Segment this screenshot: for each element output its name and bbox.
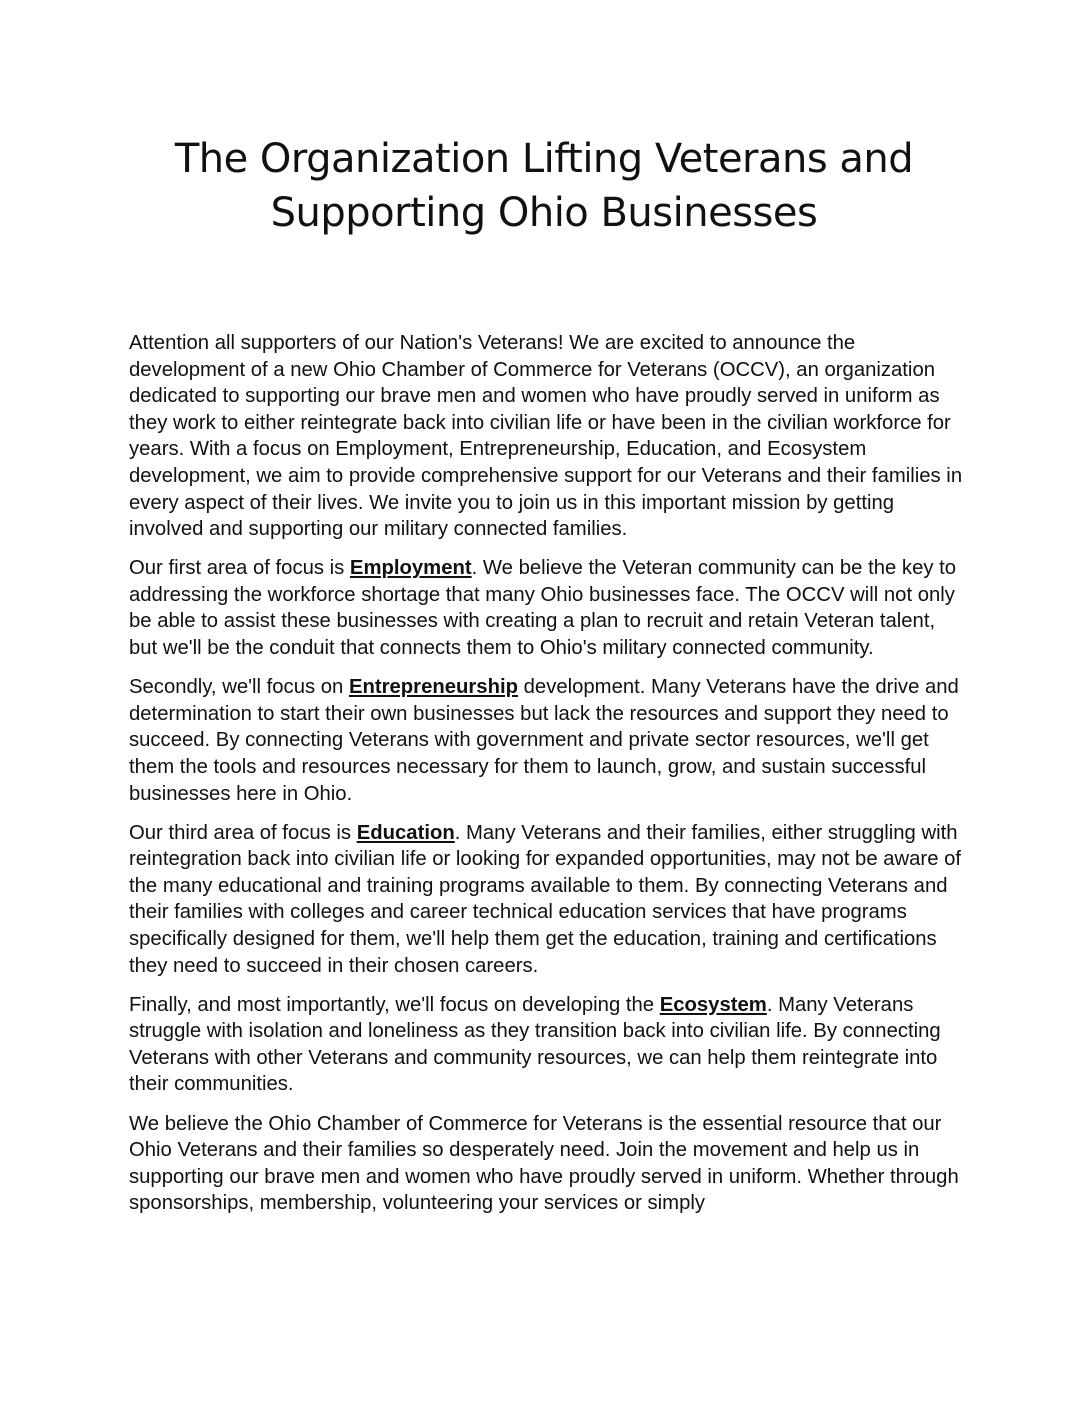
paragraph-text: Finally, and most importantly, we'll focus on developing the bbox=[129, 993, 660, 1016]
paragraph-intro: Attention all supporters of our Nation's Veterans! We are excited to announce the development of a new Ohio Chamber of Commerce for Veterans (OCCV), an organization dedicated to supporting our brave men and women who have proudly served in uniform as they work to either reintegrate back into civilian life or have been in the civilian workforce for years. With a focus on Employment, Entrepreneurship, Education, and Ecosystem development, we aim to provide comprehensive support for our Veterans and their families in every aspect of their lives. We invite you to join us in this important mission by getting involved and supporting our military connected families. bbox=[129, 332, 963, 541]
keyword-education: Education bbox=[356, 821, 455, 844]
paragraph-ecosystem bbox=[129, 992, 964, 1098]
paragraph-text: Secondly, we'll focus on bbox=[129, 676, 349, 699]
title-line-2: Supporting Ohio Businesses bbox=[270, 190, 818, 236]
paragraph-closing: We believe the Ohio Chamber of Commerce for Veterans is the essential resource that our Ohio Veterans and their families so desperately need. Join the movement and help us in supporting our brave men and women who have proudly served in uniform. Whether through sponsorships, membership, volunteering your services or simply bbox=[129, 1112, 959, 1215]
paragraph-text: . Many Veterans and their families, either struggling with reintegration back into civilian life or looking for expanded opportunities, may not be aware of the many educational and training programs available to them. By connecting Veterans and their families with colleges and career technical education services that have programs specifically designed for them, we'll help them get the education, training and certifications they need to succeed in their chosen careers. bbox=[129, 821, 962, 977]
paragraph-text: . We believe the Veteran community can be the key to addressing the workforce shortage that many Ohio businesses face. The OCCV will not only be able to assist these businesses with creating a plan to recruit and retain Veteran talent, but we'll be the conduit that connects them to Ohio's military connected community. bbox=[129, 557, 957, 660]
paragraph-entrepreneurship bbox=[129, 674, 964, 807]
keyword-entrepreneurship: Entrepreneurship bbox=[348, 676, 518, 699]
title-line-1: The Organization Lifting Veterans and bbox=[174, 136, 914, 182]
keyword-employment: Employment bbox=[349, 557, 472, 580]
paragraph-text: . Many Veterans struggle with isolation and loneliness as they transition back into civilian life. By connecting Veterans with other Veterans and community resources, we can help them reintegrate into their communities. bbox=[129, 993, 941, 1096]
paragraph-text: Our first area of focus is bbox=[129, 557, 350, 580]
paragraph-education bbox=[129, 820, 964, 980]
paragraph-employment bbox=[129, 555, 964, 661]
paragraph-text: Our third area of focus is bbox=[129, 821, 357, 844]
keyword-ecosystem: Ecosystem bbox=[659, 993, 767, 1016]
page-title bbox=[100, 132, 988, 240]
paragraph-text: development. Many Veterans have the drive and determination to start their own businesses but lack the resources and support they need to succeed. By connecting Veterans with government and private sector resources, we'll get them the tools and resources necessary for them to launch, grow, and sustain successful businesses here in Ohio. bbox=[129, 676, 959, 805]
document-body bbox=[129, 330, 964, 1229]
